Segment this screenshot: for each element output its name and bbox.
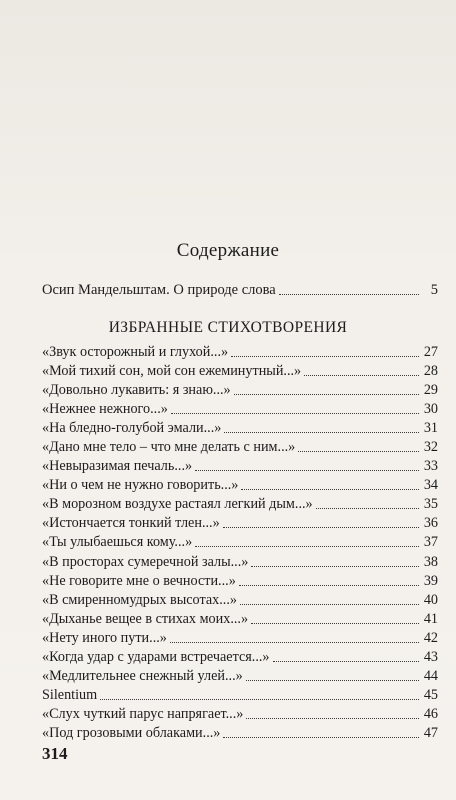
leader-dots — [246, 718, 419, 719]
leader-dots — [251, 623, 419, 624]
toc-entry-title: «В просторах сумеречной залы...» — [42, 553, 249, 570]
toc-entry-page: 36 — [423, 515, 438, 532]
toc-entry-title: «Ни о чем не нужно говорить...» — [42, 477, 239, 494]
leader-dots — [316, 508, 419, 509]
toc-entry-title: «Звук осторожный и глухой...» — [42, 344, 229, 360]
leader-dots — [246, 680, 419, 681]
toc-entry-title: «Нежнее нежного...» — [42, 401, 168, 418]
toc-entry-page: 38 — [423, 553, 438, 570]
toc-entry-title: «Мой тихий сон, мой сон ежеминутный...» — [42, 363, 302, 380]
toc-entry-page: 37 — [423, 534, 438, 551]
toc-entry-title: «Довольно лукавить: я знаю...» — [42, 382, 231, 399]
leader-dots — [224, 432, 419, 433]
leader-dots — [304, 375, 419, 376]
toc-entry — [42, 686, 438, 705]
section-title: ИЗБРАННЫЕ СТИХОТВОРЕНИЯ — [108, 319, 348, 336]
toc-entry-title: «Дано мне тело – что мне делать с ним...» — [42, 439, 296, 456]
toc-entry-title: Silentium — [42, 686, 98, 703]
leader-dots — [251, 566, 419, 567]
toc-entry-title: «Ты улыбаешься кому...» — [42, 534, 193, 551]
toc-entry-page: 34 — [423, 477, 438, 494]
toc-entry-page: 32 — [423, 439, 438, 456]
toc-entry — [42, 724, 438, 743]
toc-entry-page: 46 — [423, 705, 438, 722]
toc-entry — [42, 381, 438, 400]
toc-entry-title: «Слух чуткий парус напрягает...» — [42, 705, 244, 722]
toc-entry — [42, 362, 438, 381]
toc-entry — [42, 419, 438, 438]
toc-list — [42, 343, 438, 743]
toc-entry-page: 39 — [423, 572, 438, 589]
toc-entry — [42, 438, 438, 457]
toc-entry-page: 28 — [423, 363, 438, 380]
toc-entry-page: 30 — [423, 401, 438, 418]
leader-dots — [234, 394, 419, 395]
toc-entry — [42, 705, 438, 724]
leader-dots — [223, 737, 419, 738]
toc-entry-title: «Когда удар с ударами встречается...» — [42, 648, 270, 665]
toc-entry-title: «Не говорите мне о вечности...» — [42, 572, 236, 589]
toc-entry-title: «Нету иного пути...» — [42, 629, 167, 646]
toc-entry-title: «На бледно-голубой эмали...» — [42, 420, 222, 437]
toc-entry-title: «Невыразимая печаль...» — [42, 458, 193, 475]
toc-entry — [42, 667, 438, 686]
toc-entry — [42, 514, 438, 533]
toc-entry — [42, 553, 438, 572]
toc-entry — [42, 495, 438, 514]
contents-heading: Содержание — [176, 240, 280, 261]
toc-entry — [42, 610, 438, 629]
toc-entry-title: «Дыханье вещее в стихах моих...» — [42, 610, 249, 627]
toc-entry — [42, 476, 438, 495]
toc-entry — [42, 572, 438, 591]
toc-entry — [42, 533, 438, 552]
toc-entry-page: 47 — [423, 724, 438, 741]
intro-page: 5 — [430, 282, 438, 298]
toc-entry-page: 42 — [423, 629, 438, 646]
leader-dots — [195, 546, 419, 547]
toc-entry-page: 41 — [423, 610, 438, 627]
toc-entry-page: 45 — [423, 686, 438, 703]
toc-entry-title: «Под грозовыми облаками...» — [42, 724, 221, 741]
leader-dots — [231, 356, 419, 357]
leader-dots — [100, 699, 419, 700]
toc-entry — [42, 629, 438, 648]
toc-entry-page: 31 — [423, 420, 438, 437]
toc-entry-page: 27 — [423, 344, 438, 360]
toc-entry-title: «Медлительнее снежный улей...» — [42, 667, 243, 684]
toc-entry-page: 35 — [423, 496, 438, 513]
toc-entry-page: 33 — [423, 458, 438, 475]
page-number: 314 — [42, 744, 68, 763]
leader-dots — [239, 585, 419, 586]
leader-dots — [279, 294, 419, 295]
intro-title: Осип Мандельштам. О природе слова — [42, 282, 276, 298]
toc-entry — [42, 648, 438, 667]
toc-entry-page: 43 — [423, 648, 438, 665]
toc-entry-page: 29 — [423, 382, 438, 399]
leader-dots — [273, 661, 419, 662]
toc-entry-title: «Истончается тонкий тлен...» — [42, 515, 220, 532]
leader-dots — [223, 527, 419, 528]
leader-dots — [195, 470, 419, 471]
leader-dots — [171, 413, 419, 414]
intro-entry — [42, 282, 438, 299]
toc-entry-page: 44 — [423, 667, 438, 684]
toc-entry-page: 40 — [423, 591, 438, 608]
toc-entry — [42, 591, 438, 610]
toc-entry-title: «В смиренномудрых высотах...» — [42, 591, 237, 608]
toc-entry — [42, 457, 438, 476]
leader-dots — [298, 451, 419, 452]
toc-entry-title: «В морозном воздухе растаял легкий дым...» — [42, 496, 313, 513]
leader-dots — [170, 642, 419, 643]
leader-dots — [241, 489, 419, 490]
leader-dots — [240, 604, 419, 605]
toc-entry — [42, 343, 438, 362]
toc-entry — [42, 400, 438, 419]
